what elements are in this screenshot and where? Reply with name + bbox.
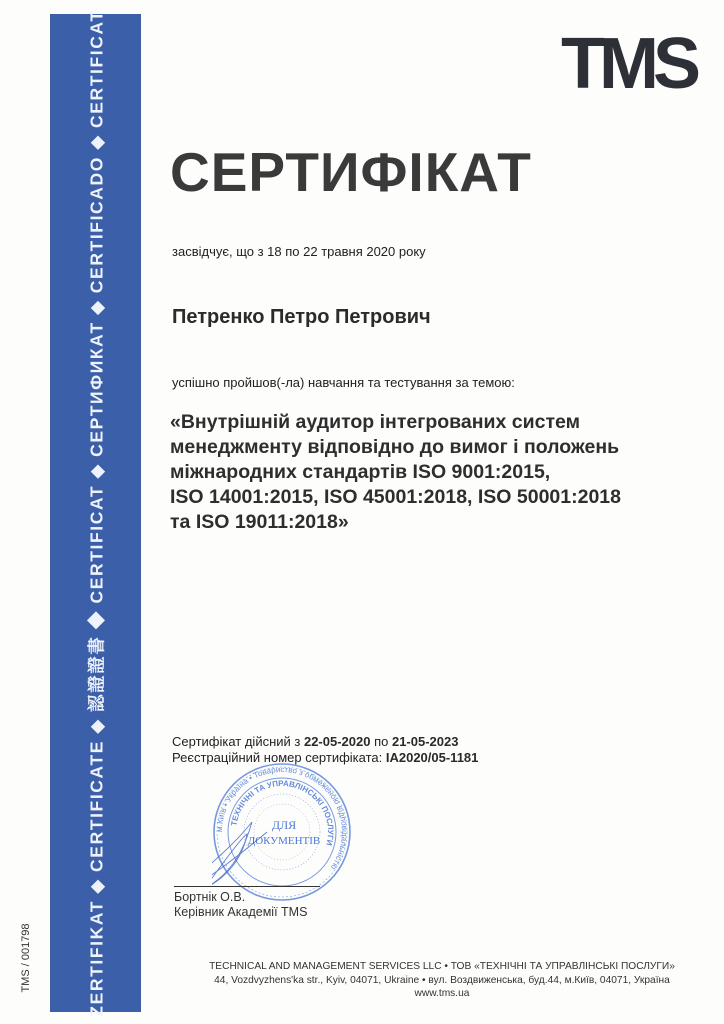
tms-logo <box>548 28 708 96</box>
footer-company: TECHNICAL AND MANAGEMENT SERVICES LLC • ТОВ «ТЕХНІЧНІ ТА УПРАВЛІНСЬКІ ПОСЛУГИ» <box>209 961 675 972</box>
topic-line: «Внутрішній аудитор інтегрованих систем <box>170 411 581 433</box>
completion-text: успішно пройшов(-ла) навчання та тестування за темою: <box>172 375 515 390</box>
registration-label: Реєстраційний номер сертифіката: <box>172 750 386 765</box>
validity-prefix: Сертифікат дійсний з <box>172 734 304 749</box>
topic-line: та ISO 19011:2018» <box>170 511 349 533</box>
signature-scribble-icon <box>212 822 267 892</box>
footer-website: www.tms.ua <box>414 988 470 999</box>
footer-address: 44, Vozdvyzhens'ka str., Kyiv, 04071, Ukraine • вул. Воздвиженська, буд.44, м.Київ, 04071, Україна <box>214 974 670 986</box>
validity-line <box>172 734 478 750</box>
topic-line: міжнародних стандартів ISO 9001:2015, <box>170 461 551 483</box>
attest-text: засвідчує, що з 18 по 22 травня 2020 року <box>172 244 426 259</box>
band-multilingual-text: ZERTIFIKAT ◆ CERTIFICATE ◆ 認證證書 ◆ CERTIFICAT ◆ СЕРТИФИКАТ ◆ CERTIFICADO ◆ CERTIFICAT <box>86 9 106 1017</box>
signature-line <box>174 886 320 887</box>
registration-number: IA2020/05-1181 <box>385 750 479 765</box>
valid-from-date: 22-05-2020 <box>303 734 371 749</box>
svg-text:TMS: TMS <box>561 28 695 96</box>
footer <box>160 960 724 1001</box>
signatory-name: Бортнік О.В. <box>174 890 246 904</box>
signatory-role: Керівник Академії TMS <box>174 905 308 919</box>
stamp-outer-text: м.Київ • Україна • Товариство з обмеженою відповідальністю <box>214 764 350 872</box>
stamp-center-line2: ДОКУМЕНТІВ <box>247 835 321 847</box>
stamp-center-line1: ДЛЯ <box>271 818 297 832</box>
topic-line: менеджменту відповідно до вимог і положень <box>170 436 620 458</box>
valid-to-date: 21-05-2023 <box>391 734 459 749</box>
stamp-inner-text: ТЕХНІЧНІ ТА УПРАВЛІНСЬКІ ПОСЛУГИ <box>229 778 336 847</box>
serial-number: TMS / 001798 <box>20 923 32 993</box>
course-topic <box>170 410 621 535</box>
vertical-certificate-band <box>50 9 141 1017</box>
recipient-name: Петренко Петро Петрович <box>172 306 431 328</box>
official-stamp <box>212 762 352 902</box>
page-title: СЕРТИФІКАТ <box>170 141 532 203</box>
topic-line: ISO 14001:2015, ISO 45001:2018, ISO 50001:2018 <box>170 486 621 508</box>
validity-middle: по <box>370 734 392 749</box>
